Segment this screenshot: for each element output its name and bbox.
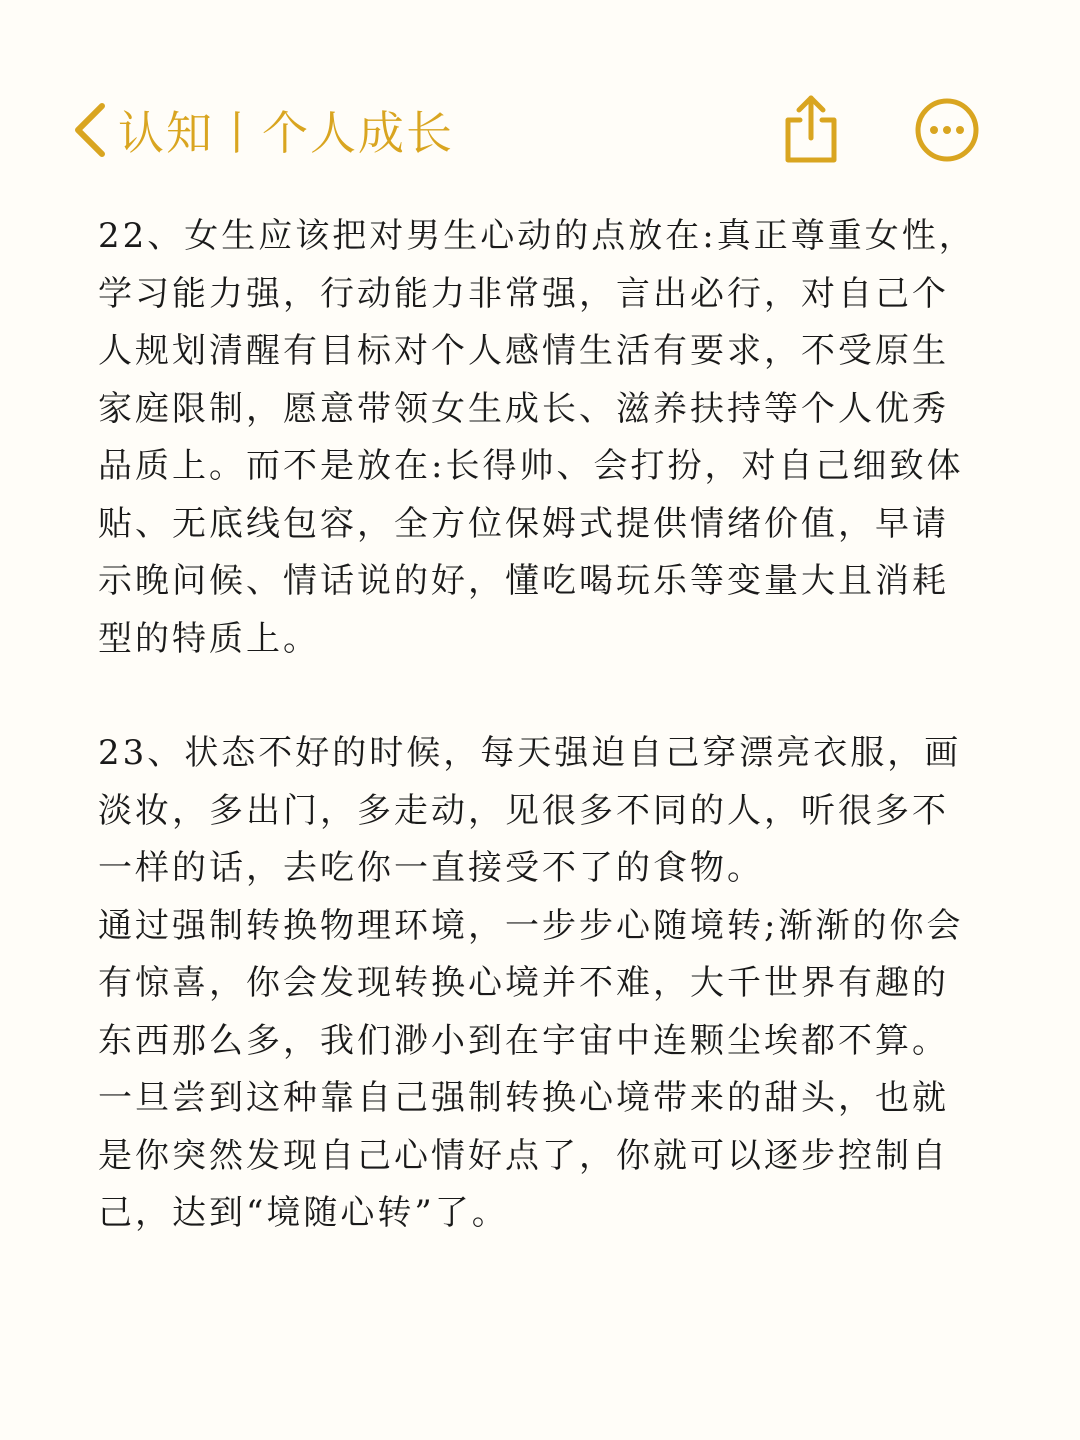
more-icon xyxy=(914,148,980,167)
chevron-left-icon xyxy=(72,102,108,158)
share-button[interactable] xyxy=(780,90,842,166)
back-button[interactable] xyxy=(72,100,454,160)
navigation-bar xyxy=(0,90,1080,170)
note-paragraph-23: 23、状态不好的时候，每天强迫自己穿漂亮衣服，画 淡妆，多出门，多走动，见很多不同的人，听很多不 一样的话，去吃你一直接受不了的食物。 通过强制转换物理环境，一步步心随境转;渐渐的你会 有惊喜，你会发现转换心境并不难，大千世界有趣的 东西那么多，我们渺小到在宇宙中连颗尘埃都不算。 一旦尝到这种靠自己强制转换心境带来的甜头，也就 是你突然发现自己心情好点了，你就可以逐步控制自 己，达到“境随心转”了。 xyxy=(98,733,964,1233)
note-body xyxy=(98,208,978,1243)
share-icon xyxy=(780,151,842,170)
note-paragraph-22: 22、女生应该把对男生心动的点放在:真正尊重女性， 学习能力强，行动能力非常强，言出必行，对自己个 人规划清醒有目标对个人感情生活有要求，不受原生 家庭限制，愿意带领女生成长、滋养扶持等个人优秀 品质上。而不是放在:长得帅、会打扮，对自己细致体 贴、无底线包容，全方位保姆式提供情绪价值，早请 示晚问候、情话说的好，懂吃喝玩乐等变量大且消耗 型的特质上。 xyxy=(98,216,976,659)
page-title: 认知丨个人成长 xyxy=(118,106,454,160)
more-button[interactable] xyxy=(914,97,980,163)
